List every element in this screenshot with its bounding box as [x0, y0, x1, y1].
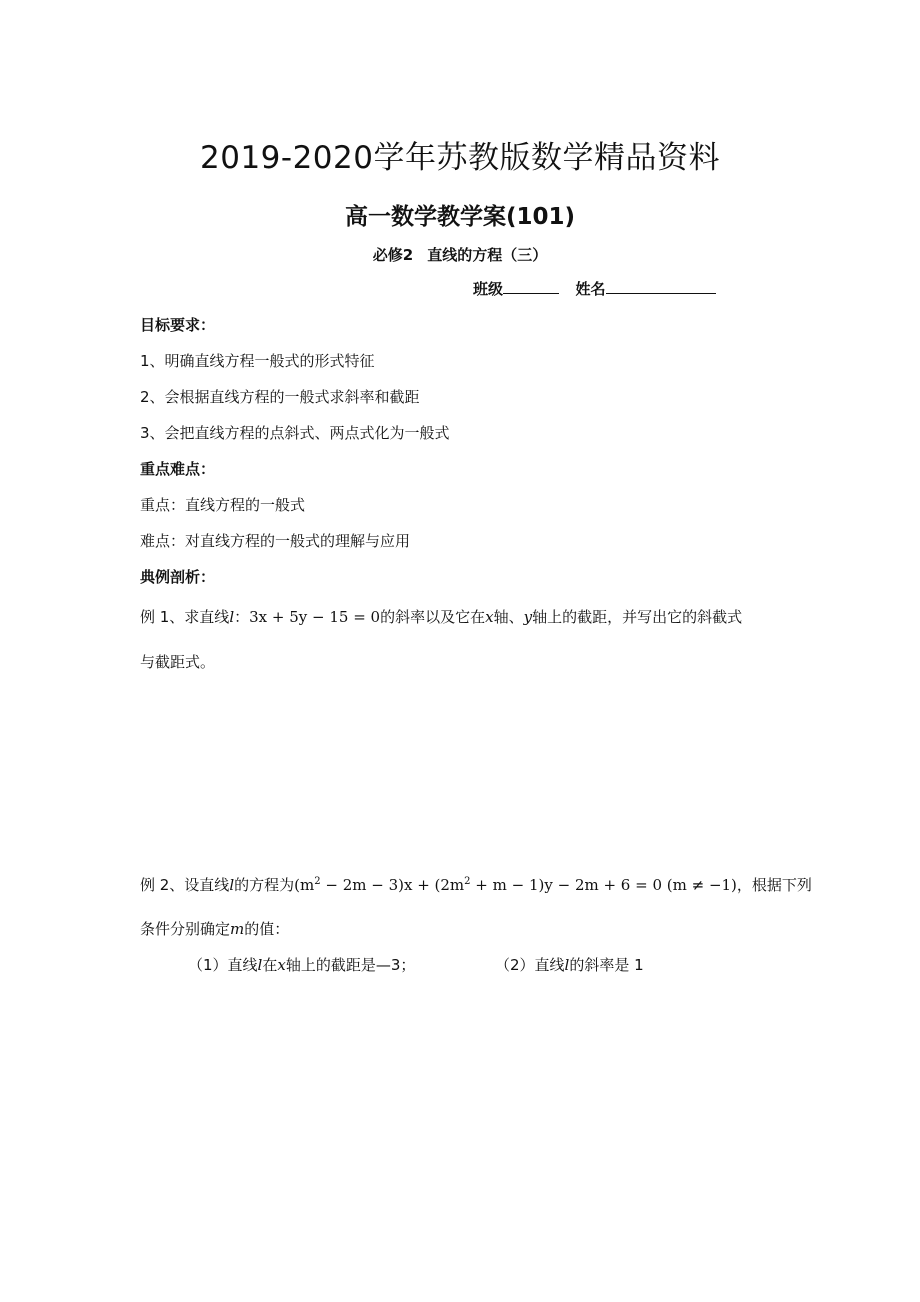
- example-2-condition-2: （2）直线l的斜率是 1: [495, 956, 644, 974]
- ex1-colon: ：: [234, 608, 250, 626]
- ex1-var-l: l: [229, 608, 235, 626]
- difficult-point: 难点：对直线方程的一般式的理解与应用: [140, 532, 411, 550]
- class-name-line: [473, 278, 716, 299]
- ex1-axis-y: y: [523, 608, 533, 626]
- examples-heading: 典例剖析：: [140, 568, 216, 586]
- ex1-axis-x-suffix: 轴、: [493, 608, 524, 626]
- name-blank[interactable]: [606, 279, 716, 294]
- name-label: 姓名: [575, 280, 606, 298]
- subtitle-topic: 直线的方程（三）: [427, 246, 548, 264]
- ex1-middle: 的斜率以及它在: [380, 608, 486, 626]
- objective-item: 1、明确直线方程一般式的形式特征: [140, 352, 375, 370]
- ex2-equation: $(m^2 - 2m - 3)x + (2m^2 + m - 1)y - 2m + 6 = 0$ (m ≠ −1): [294, 876, 737, 894]
- ex2-var-l: l: [229, 876, 235, 894]
- document-title: 高一数学教学案(101): [344, 204, 576, 230]
- example-2-line-2: 条件分别确定m的值：: [140, 920, 290, 938]
- objective-item: 3、会把直线方程的点斜式、两点式化为一般式: [140, 424, 450, 442]
- ex1-prefix: 例 1、求直线: [140, 608, 230, 626]
- ex1-equation: 3x + 5y − 15 = 0: [249, 608, 381, 626]
- key-point: 重点：直线方程的一般式: [140, 496, 306, 514]
- key-points-heading: 重点难点：: [140, 460, 216, 478]
- header-title: 2019-2020学年苏教版数学精品资料: [200, 140, 720, 176]
- example-2-condition-1: （1）直线l在x轴上的截距是—3；: [188, 956, 416, 974]
- subtitle-module: 必修2: [372, 246, 414, 264]
- example-1-line-1: [140, 606, 742, 627]
- ex2-middle: 的方程为: [234, 876, 295, 894]
- example-1-line-2: 与截距式。: [140, 653, 216, 671]
- document-subtitle: [0, 244, 920, 265]
- class-label: 班级: [473, 280, 504, 298]
- class-blank[interactable]: [503, 279, 559, 294]
- ex2-suffix: ，根据下列: [736, 876, 812, 894]
- ex2-prefix: 例 2、设直线: [140, 876, 230, 894]
- ex2-var-m: m: [230, 920, 245, 938]
- objectives-heading: 目标要求：: [140, 316, 216, 334]
- objective-item: 2、会根据直线方程的一般式求斜率和截距: [140, 388, 420, 406]
- ex1-rest: 轴上的截距，并写出它的斜截式: [532, 608, 743, 626]
- example-2-line-1: [140, 874, 812, 895]
- ex1-axis-x: x: [485, 608, 494, 626]
